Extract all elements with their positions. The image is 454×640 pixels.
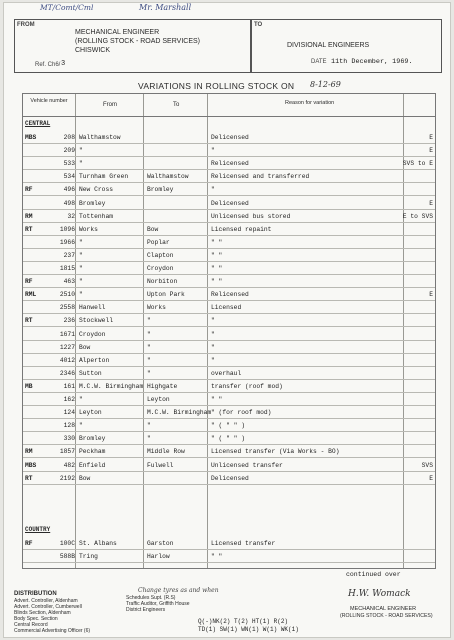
from-cell: " (79, 291, 83, 299)
from-address (75, 28, 200, 55)
country-rows (23, 538, 435, 568)
col-to: To (173, 102, 180, 108)
table-header (23, 94, 435, 117)
to-cell: Harlow (147, 553, 170, 560)
vehicle-number: 124 (63, 409, 75, 417)
signature-title-2: (ROLLING STOCK - ROAD SERVICES) (340, 613, 433, 619)
vehicle-number: 496 (63, 186, 75, 194)
to-cell: Bromley (147, 186, 174, 194)
table-row (23, 250, 435, 263)
status-cell: E (429, 291, 433, 299)
vehicle-number: 482 (63, 461, 75, 469)
to-cell: " (147, 435, 151, 443)
reason-cell: Unlicensed transfer (211, 461, 283, 469)
table-row (23, 446, 435, 459)
table-row (23, 329, 435, 342)
vehicle-number: 237 (63, 251, 75, 259)
to-cell: " (147, 356, 151, 364)
reason-cell: " (211, 330, 215, 338)
reason-cell: overhaul (211, 369, 242, 377)
from-line-1: MECHANICAL ENGINEER (75, 29, 160, 36)
status-cell: E (429, 147, 433, 155)
footer (14, 587, 440, 635)
table-row (23, 355, 435, 368)
status-cell: E (429, 474, 433, 482)
from-cell: Tring (79, 553, 98, 560)
reason-cell: Delicensed (211, 474, 249, 482)
to-cell: " (147, 317, 151, 325)
reason-cell: " (211, 147, 215, 155)
table-row (23, 211, 435, 224)
date-value: 11th December, 1969. (331, 58, 413, 66)
table-row (23, 538, 435, 551)
to-cell: M.C.W. Birmingham (147, 409, 212, 417)
vehicle-number: 208 (63, 134, 75, 141)
to-cell: Poplar (147, 238, 170, 246)
reason-cell: " " (211, 396, 223, 403)
from-cell: " (79, 396, 83, 403)
reason-cell: Delicensed (211, 134, 249, 141)
vehicle-prefix: RM (25, 212, 33, 220)
table-row (23, 171, 435, 184)
distribution-list-middle (126, 595, 190, 613)
from-label: FROM (17, 22, 35, 28)
distribution-item: Advert. Controller, Aldenham (14, 598, 78, 604)
from-cell: Sutton (79, 369, 102, 377)
vehicle-prefix: RT (25, 474, 33, 482)
table-row (23, 342, 435, 355)
reason-cell: " " (211, 238, 223, 246)
vehicle-prefix: RT (25, 225, 33, 233)
reason-cell: Relicensed (211, 291, 249, 299)
to-cell: " (147, 422, 151, 430)
table-row (23, 158, 435, 171)
from-cell: " (79, 265, 83, 272)
vehicle-number: 330 (63, 435, 75, 443)
ref-value: 3 (61, 60, 66, 68)
vehicle-number: 1096 (59, 225, 75, 233)
col-from: From (103, 102, 117, 108)
vehicle-number: 2192 (59, 474, 75, 482)
date-label: DATE (311, 59, 327, 65)
vehicle-prefix: RF (25, 186, 33, 194)
distribution-item: Blinds Section, Aldenham (14, 610, 71, 616)
section-central: CENTRAL (25, 120, 51, 127)
from-cell: Bromley (79, 435, 106, 443)
distribution-item: Commercial Advertising Officer (6) (14, 628, 91, 634)
table-row (23, 184, 435, 197)
distribution-item: Advert. Controller, Cumberwell (14, 604, 82, 610)
vehicle-number: 1857 (59, 448, 75, 456)
to-cell: Walthamstow (147, 173, 189, 181)
reason-cell: Unlicensed bus stored (211, 212, 291, 220)
reason-cell: " " (211, 265, 223, 272)
table-row (23, 289, 435, 302)
table-row (23, 420, 435, 433)
vehicle-number: 32 (67, 212, 75, 220)
status-cell: E (429, 199, 433, 207)
from-cell: " (79, 278, 83, 286)
from-cell: " (79, 251, 83, 259)
from-cell: Croydon (79, 330, 106, 338)
status-cell: SVS (421, 461, 433, 469)
table-row (23, 237, 435, 250)
from-cell: Bow (79, 343, 91, 351)
vehicle-prefix: RT (25, 317, 33, 325)
from-cell: M.C.W. Birmingham (79, 382, 144, 390)
from-cell: Tottenham (79, 212, 114, 220)
reason-cell: " (211, 186, 215, 194)
vehicle-number: 4012 (59, 356, 75, 364)
from-cell: " (79, 422, 83, 430)
vehicle-prefix: MBS (25, 461, 37, 469)
table-row (23, 198, 435, 211)
table-row (23, 433, 435, 446)
to-cell: Fulwell (147, 461, 174, 469)
reason-cell: " (for roof mod) (211, 409, 272, 417)
to-cell: Croydon (147, 265, 174, 272)
status-cell: E to SVS (402, 212, 433, 220)
vehicle-number: 463 (63, 278, 75, 286)
to-cell: " (147, 330, 151, 338)
reason-cell: " (211, 343, 215, 351)
vehicle-prefix: RML (25, 291, 37, 299)
to-cell: " (147, 369, 151, 377)
signature: H.W. Womack (348, 589, 411, 599)
vehicle-number: 162 (63, 396, 75, 403)
vehicle-number: 1966 (59, 238, 75, 246)
vehicle-prefix: RF (25, 278, 33, 286)
vehicle-number: 1815 (59, 265, 75, 272)
reason-cell: transfer (roof mod) (211, 382, 283, 390)
continued-over: continued over (346, 571, 401, 578)
to-cell: Works (147, 304, 166, 312)
table-row (23, 132, 435, 145)
from-cell: Bromley (79, 199, 106, 207)
reason-cell: " ( " " ) (211, 435, 246, 443)
vehicle-number: 100C (59, 540, 75, 547)
variations-table (22, 93, 436, 569)
table-row (23, 394, 435, 407)
status-cell: SVS to E (402, 160, 433, 168)
vehicle-number: 1227 (59, 343, 75, 351)
from-cell: Bow (79, 474, 91, 482)
reason-cell: Relicensed (211, 160, 249, 168)
document-title: VARIATIONS IN ROLLING STOCK ON (138, 81, 295, 91)
distribution-item: Body Spec. Section (14, 616, 58, 622)
distribution-item: Central Record (14, 622, 48, 628)
to-cell: Middle Row (147, 448, 185, 456)
vehicle-number: 534 (63, 173, 75, 181)
reason-cell: " " (211, 278, 223, 286)
reason-cell: Delicensed (211, 199, 249, 207)
table-row (23, 302, 435, 315)
to-cell: Highgate (147, 382, 178, 390)
from-box (14, 19, 252, 73)
table-row (23, 368, 435, 381)
from-cell: Works (79, 225, 98, 233)
vehicle-number: 2346 (59, 369, 75, 377)
from-cell: " (79, 238, 83, 246)
reason-cell: " " (211, 251, 223, 259)
col-reason: Reason for variation (285, 100, 335, 106)
from-line-3: CHISWICK (75, 47, 110, 54)
from-cell: Enfield (79, 461, 106, 469)
vehicle-number: 2510 (59, 291, 75, 299)
table-row (23, 224, 435, 237)
to-cell: Norbiton (147, 278, 178, 286)
table-row (23, 551, 435, 564)
vehicle-prefix: MBS (25, 134, 37, 141)
to-cell: Upton Park (147, 291, 185, 299)
table-row (23, 381, 435, 394)
to-cell: Garston (147, 540, 174, 547)
handwritten-name: Mr. Marshall (139, 3, 192, 12)
title-date: 8-12-69 (310, 80, 341, 89)
section-country: COUNTRY (25, 526, 51, 533)
document-page (3, 2, 451, 638)
to-value: DIVISIONAL ENGINEERS (287, 42, 370, 49)
vehicle-number: 236 (63, 317, 75, 325)
table-row (23, 145, 435, 158)
from-cell: Stockwell (79, 317, 114, 325)
reason-cell: Licensed repaint (211, 225, 272, 233)
reason-cell: Relicensed and transferred (211, 173, 310, 181)
distribution-item: Schedules Supt. (R.S) (126, 595, 176, 601)
reason-cell: " " (211, 553, 223, 560)
to-cell: Leyton (147, 396, 170, 403)
table-row (23, 276, 435, 289)
from-cell: Hanwell (79, 304, 106, 312)
table-row (23, 407, 435, 420)
to-box (250, 19, 442, 73)
distribution-item: Traffic Auditor, Griffith House (126, 601, 190, 607)
vehicle-prefix: RF (25, 540, 33, 547)
table-row (23, 473, 435, 486)
central-rows (23, 132, 435, 487)
reason-cell: Licensed (211, 304, 242, 312)
handwritten-routing: MT/Comt/Cml (40, 3, 94, 12)
handwritten-note: Change tyres as and when (138, 587, 219, 594)
vehicle-number: 1671 (59, 330, 75, 338)
vehicle-number: 588B (59, 553, 75, 560)
to-cell: Bow (147, 225, 159, 233)
status-cell: E (429, 134, 433, 141)
from-cell: Walthamstow (79, 134, 121, 141)
from-cell: Alperton (79, 356, 110, 364)
from-cell: Peckham (79, 448, 106, 456)
distribution-list-left (14, 598, 90, 634)
vehicle-number: 209 (63, 147, 75, 155)
vehicle-prefix: RM (25, 448, 33, 456)
from-cell: " (79, 147, 83, 155)
ref-label: Ref. Ch6/ (35, 62, 61, 68)
from-line-2: (ROLLING STOCK - ROAD SERVICES) (75, 38, 200, 45)
vehicle-number: 161 (63, 382, 75, 390)
vehicle-number: 533 (63, 160, 75, 168)
reason-cell: " (211, 356, 215, 364)
vehicle-number: 498 (63, 199, 75, 207)
reason-cell: " ( " " ) (211, 422, 246, 430)
codes-line-1: Q(-)NK(2) T(2) HT(1) R(2) (198, 618, 289, 625)
vehicle-number: 2558 (59, 304, 75, 312)
codes-line-2: TD(1) SW(1) WN(1) W(1) WK(1) (198, 626, 299, 633)
col-vehicle: Vehicle number (30, 98, 68, 104)
vehicle-number: 128 (63, 422, 75, 430)
reason-cell: " (211, 317, 215, 325)
table-row (23, 315, 435, 328)
from-cell: " (79, 160, 83, 168)
to-cell: " (147, 343, 151, 351)
distribution-label: DISTRIBUTION (14, 591, 57, 597)
vehicle-prefix: MB (25, 382, 33, 390)
from-cell: New Cross (79, 186, 114, 194)
reason-cell: Licensed transfer (211, 540, 276, 547)
from-cell: St. Albans (79, 540, 117, 547)
from-cell: Turnham Green (79, 173, 129, 181)
to-cell: Clapton (147, 251, 174, 259)
table-row (23, 263, 435, 276)
signature-title-1: MECHANICAL ENGINEER (350, 606, 417, 612)
reason-cell: Licensed transfer (Via Works - BO) (211, 448, 340, 456)
distribution-item: District Engineers (126, 607, 166, 613)
table-row (23, 460, 435, 473)
to-label: TO (254, 22, 263, 28)
from-cell: Leyton (79, 409, 102, 417)
